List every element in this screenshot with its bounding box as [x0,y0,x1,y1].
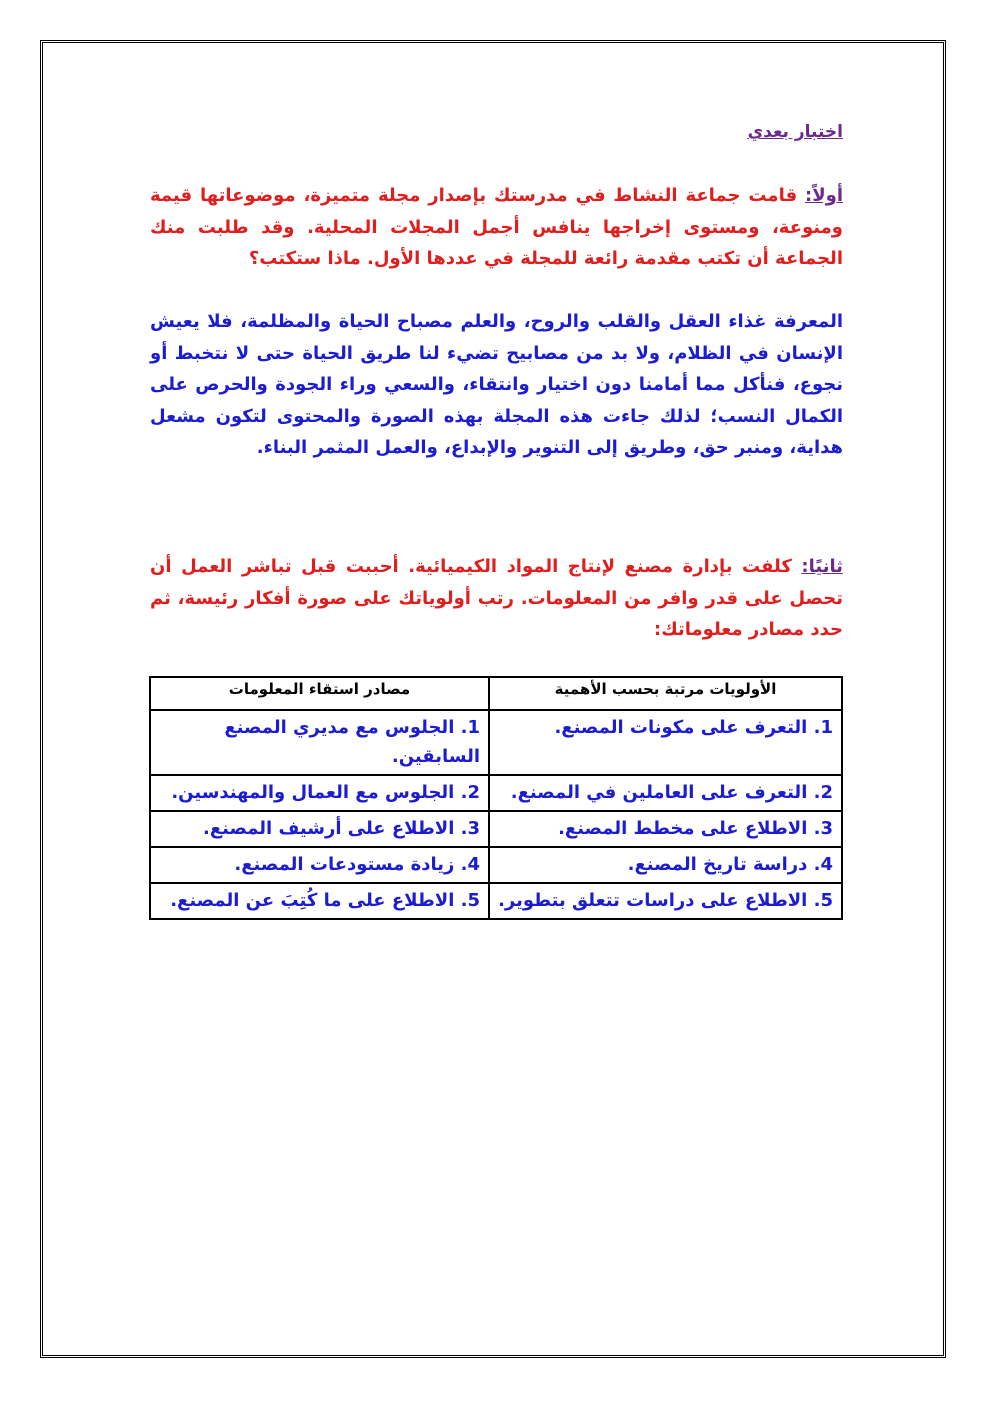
table-row [150,883,842,919]
source-cell: 4. زيادة مستودعات المصنع. [150,847,489,883]
question-2 [150,551,843,646]
question-1 [150,180,843,275]
table-row [150,710,842,775]
source-cell: 1. الجلوس مع مديري المصنع السابقين. [150,710,489,775]
table-header-row [150,677,842,710]
header-sources: مصادر استقاء المعلومات [150,677,489,710]
question-2-label: ثانيًا: [801,556,843,577]
question-1-label: أولاً: [805,185,843,206]
priority-cell: 3. الاطلاع على مخطط المصنع. [489,811,842,847]
source-cell: 5. الاطلاع على ما كُتِبَ عن المصنع. [150,883,489,919]
source-cell: 3. الاطلاع على أرشيف المصنع. [150,811,489,847]
table-row [150,811,842,847]
question-1-text: قامت جماعة النشاط في مدرستك بإصدار مجلة متميزة، موضوعاتها قيمة ومنوعة، ومستوى إخراجها ينافس أجمل المجلات المحلية. وقد طلبت منك الجماعة أن تكتب مقدمة رائعة للمجلة في عددها الأول. ماذا ستكتب؟ [150,185,843,269]
header-priorities: الأولويات مرتبة بحسب الأهمية [489,677,842,710]
page-title: اختبار بعدي [747,122,843,142]
priority-cell: 4. دراسة تاريخ المصنع. [489,847,842,883]
question-2-text: كلفت بإدارة مصنع لإنتاج المواد الكيميائية. أحببت قبل تباشر العمل أن تحصل على قدر وافر من المعلومات. رتب أولوياتك على صورة أفكار رئيسة، ثم حدد مصادر معلوماتك: [150,556,843,640]
priority-cell: 2. التعرف على العاملين في المصنع. [489,775,842,811]
priorities-table [149,676,843,920]
priority-cell: 5. الاطلاع على دراسات تتعلق بتطوير. [489,883,842,919]
answer-1: المعرفة غذاء العقل والقلب والروح، والعلم مصباح الحياة والمظلمة، فلا يعيش الإنسان في الظلام، ولا بد من مصابيح تضيء لنا طريق الحياة حتى لا نتخبط أو نجوع، فنأكل مما أمامنا دون اختيار وانتقاء، والسعي وراء الجودة والحرص على الكمال النسب؛ لذلك جاءت هذه المجلة بهذه الصورة والمحتوى لتكون مشعل هداية، ومنبر حق، وطريق إلى التنوير والإبداع، والعمل المثمر البناء. [150,311,843,458]
priority-cell: 1. التعرف على مكونات المصنع. [489,710,842,775]
table-row [150,775,842,811]
source-cell: 2. الجلوس مع العمال والمهندسين. [150,775,489,811]
table-row [150,847,842,883]
